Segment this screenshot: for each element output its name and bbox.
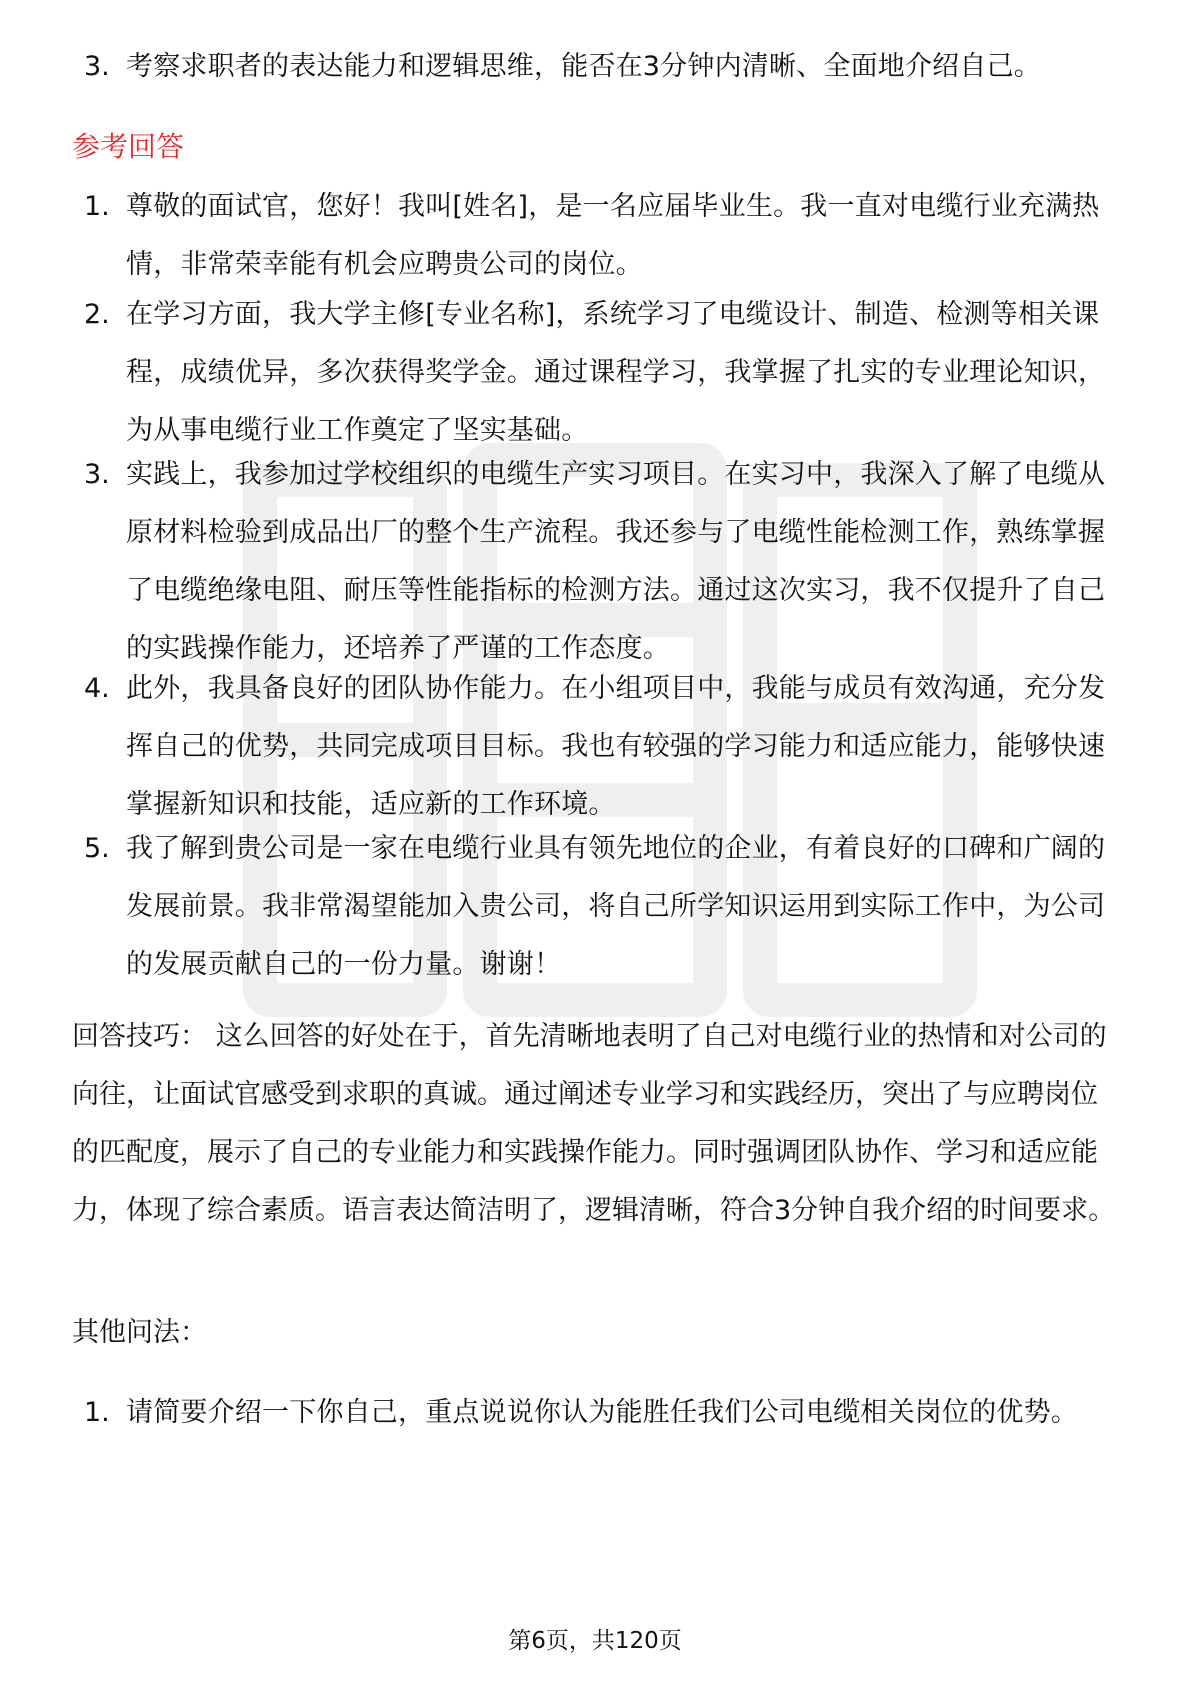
list-number: 4. (84, 673, 110, 704)
page-footer: 第6页，共120页 (508, 1628, 682, 1654)
list-text: 我了解到贵公司是一家在电缆行业具有领先地位的企业，有着良好的口碑和广阔的发展前景。我非常渴望能加入贵公司，将自己所学知识运用到实际工作中，为公司的发展贡献自己的一份力量。谢谢！ (126, 833, 1106, 980)
list-number: 1. (84, 191, 110, 222)
list-number: 1. (84, 1397, 110, 1428)
list-text: 考察求职者的表达能力和逻辑思维，能否在3分钟内清晰、全面地介绍自己。 (126, 51, 1041, 82)
list-number: 3. (84, 459, 110, 490)
other-questions-heading: 其他问法： (72, 1317, 207, 1348)
list-text: 尊敬的面试官，您好！我叫[姓名]，是一名应届毕业生。我一直对电缆行业充满热情，非常荣幸能有机会应聘贵公司的岗位。 (126, 191, 1100, 280)
list-text: 在学习方面，我大学主修[专业名称]，系统学习了电缆设计、制造、检测等相关课程，成绩优异，多次获得奖学金。通过课程学习，我掌握了扎实的专业理论知识，为从事电缆行业工作奠定了坚实基础。 (126, 299, 1106, 446)
list-text: 请简要介绍一下你自己，重点说说你认为能胜任我们公司电缆相关岗位的优势。 (126, 1397, 1078, 1428)
list-number: 3. (84, 51, 110, 82)
reference-answer-heading: 参考回答 (72, 130, 185, 163)
list-number: 2. (84, 299, 110, 330)
list-number: 5. (84, 833, 110, 864)
list-text: 实践上，我参加过学校组织的电缆生产实习项目。在实习中，我深入了解了电缆从原材料检验到成品出厂的整个生产流程。我还参与了电缆性能检测工作，熟练掌握了电缆绝缘电阻、耐压等性能指标的检测方法。通过这次实习，我不仅提升了自己的实践操作能力，还培养了严谨的工作态度。 (126, 459, 1106, 664)
list-text: 此外，我具备良好的团队协作能力。在小组项目中，我能与成员有效沟通，充分发挥自己的优势，共同完成项目目标。我也有较强的学习能力和适应能力，能够快速掌握新知识和技能，适应新的工作环境。 (126, 673, 1106, 820)
answer-tips-paragraph: 回答技巧： 这么回答的好处在于，首先清晰地表明了自己对电缆行业的热情和对公司的向往，让面试官感受到求职的真诚。通过阐述专业学习和实践经历，突出了与应聘岗位的匹配度，展示了自己的专业能力和实践操作能力。同时强调团队协作、学习和适应能力，体现了综合素质。语言表达简洁明了，逻辑清晰，符合3分钟自我介绍的时间要求。 (72, 1021, 1116, 1226)
